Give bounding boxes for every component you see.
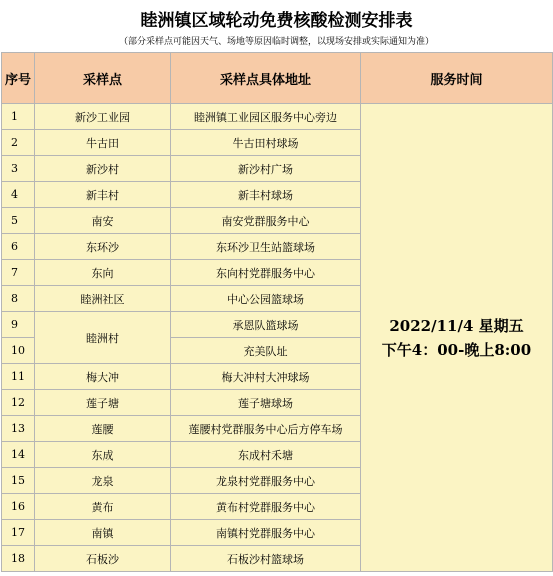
address-cell: 东环沙卫生站篮球场 xyxy=(171,234,361,260)
address-cell: 充美队址 xyxy=(171,338,361,364)
address-cell: 龙泉村党群服务中心 xyxy=(171,468,361,494)
seq-cell: 17 xyxy=(2,520,35,546)
seq-cell: 9 xyxy=(2,312,35,338)
site-cell: 莲腰 xyxy=(35,416,171,442)
seq-cell: 11 xyxy=(2,364,35,390)
address-cell: 南镇村党群服务中心 xyxy=(171,520,361,546)
service-hours: 下午4：00-晚上8:00 xyxy=(381,340,532,359)
site-cell: 新沙村 xyxy=(35,156,171,182)
site-cell: 东成 xyxy=(35,442,171,468)
seq-cell: 3 xyxy=(2,156,35,182)
column-header-seq: 序号 xyxy=(2,53,35,104)
schedule-table xyxy=(1,52,553,572)
address-cell: 东向村党群服务中心 xyxy=(171,260,361,286)
site-cell: 睦洲社区 xyxy=(35,286,171,312)
address-cell: 莲子塘球场 xyxy=(171,390,361,416)
page-subtitle: （部分采样点可能因天气、场地等原因临时调整，以现场安排或实际通知为准） xyxy=(118,37,434,47)
site-cell: 莲子塘 xyxy=(35,390,171,416)
site-cell: 石板沙 xyxy=(35,546,171,572)
site-cell: 龙泉 xyxy=(35,468,171,494)
site-cell: 新沙工业园 xyxy=(35,104,171,130)
seq-cell: 6 xyxy=(2,234,35,260)
address-cell: 黄布村党群服务中心 xyxy=(171,494,361,520)
address-cell: 梅大冲村大冲球场 xyxy=(171,364,361,390)
page-title: 睦洲镇区域轮动免费核酸检测安排表 xyxy=(140,11,413,31)
column-header-time: 服务时间 xyxy=(361,53,553,104)
address-cell: 新丰村球场 xyxy=(171,182,361,208)
column-header-address: 采样点具体地址 xyxy=(171,53,361,104)
site-cell: 睦洲村 xyxy=(35,312,171,364)
site-cell: 东向 xyxy=(35,260,171,286)
address-cell: 承恩队篮球场 xyxy=(171,312,361,338)
seq-cell: 14 xyxy=(2,442,35,468)
address-cell: 莲腰村党群服务中心后方停车场 xyxy=(171,416,361,442)
seq-cell: 13 xyxy=(2,416,35,442)
site-cell: 南安 xyxy=(35,208,171,234)
seq-cell: 18 xyxy=(2,546,35,572)
site-cell: 黄布 xyxy=(35,494,171,520)
seq-cell: 8 xyxy=(2,286,35,312)
address-cell: 牛古田村球场 xyxy=(171,130,361,156)
seq-cell: 1 xyxy=(2,104,35,130)
seq-cell: 10 xyxy=(2,338,35,364)
service-time-cell xyxy=(361,104,553,572)
seq-cell: 15 xyxy=(2,468,35,494)
seq-cell: 16 xyxy=(2,494,35,520)
address-cell: 石板沙村篮球场 xyxy=(171,546,361,572)
address-cell: 南安党群服务中心 xyxy=(171,208,361,234)
site-cell: 南镇 xyxy=(35,520,171,546)
table-body xyxy=(2,104,553,572)
seq-cell: 12 xyxy=(2,390,35,416)
table-header-row xyxy=(2,53,553,104)
site-cell: 新丰村 xyxy=(35,182,171,208)
site-cell: 牛古田 xyxy=(35,130,171,156)
address-cell: 东成村禾塘 xyxy=(171,442,361,468)
seq-cell: 4 xyxy=(2,182,35,208)
site-cell: 东环沙 xyxy=(35,234,171,260)
seq-cell: 7 xyxy=(2,260,35,286)
address-cell: 中心公园篮球场 xyxy=(171,286,361,312)
service-date: 2022/11/4 星期五 xyxy=(389,316,524,335)
address-cell: 新沙村广场 xyxy=(171,156,361,182)
column-header-site: 采样点 xyxy=(35,53,171,104)
seq-cell: 2 xyxy=(2,130,35,156)
seq-cell: 5 xyxy=(2,208,35,234)
address-cell: 睦洲镇工业园区服务中心旁边 xyxy=(171,104,361,130)
site-cell: 梅大冲 xyxy=(35,364,171,390)
table-row xyxy=(2,104,553,130)
